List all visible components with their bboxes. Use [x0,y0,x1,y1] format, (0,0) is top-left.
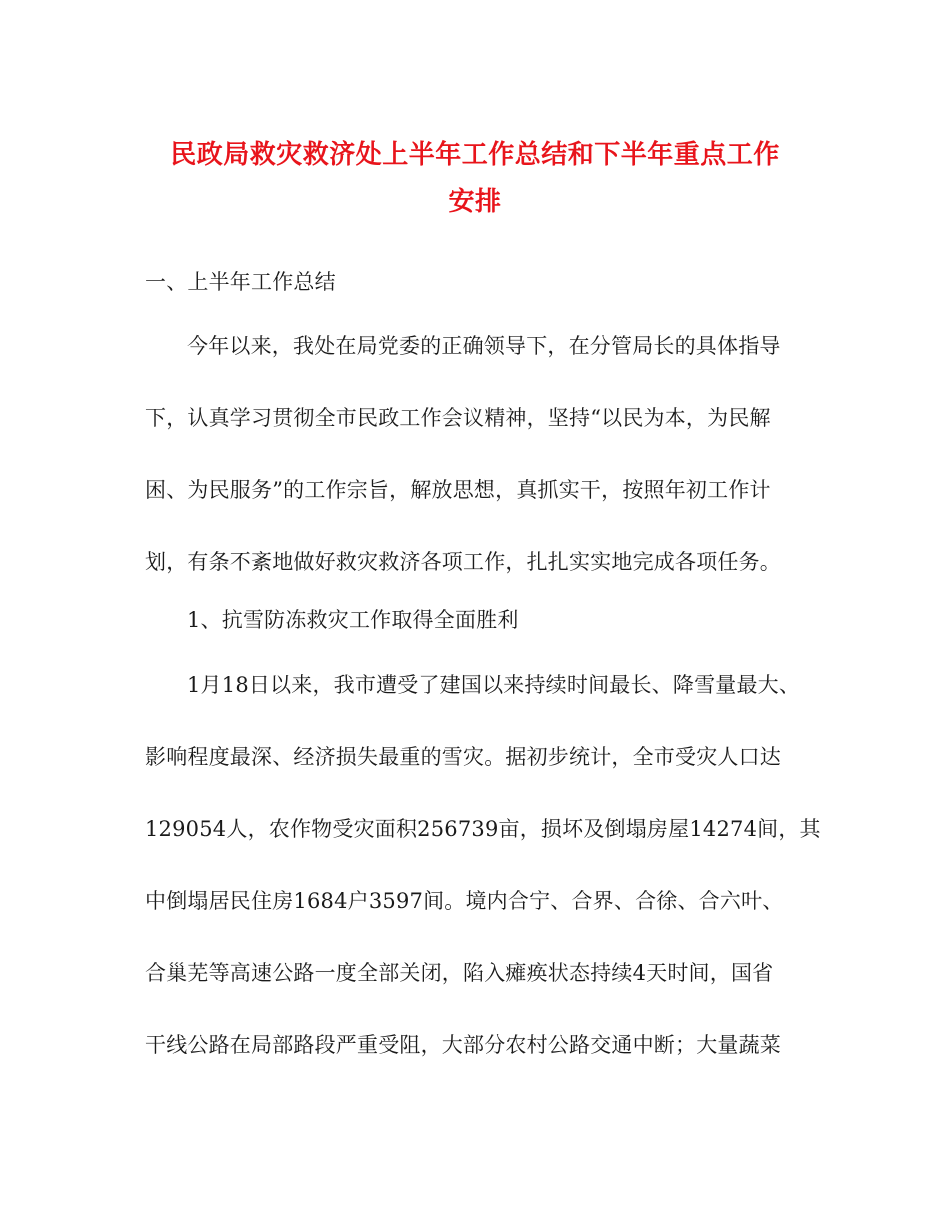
document-title-line2: 安排 [448,187,502,217]
section-heading: 一、上半年工作总结 [145,270,336,294]
paragraph2-line: 影响程度最深、经济损失最重的雪灾。据初步统计，全市受灾人口达 [145,745,781,769]
document-title-line1: 民政局救灾救济处上半年工作总结和下半年重点工作 [170,140,780,170]
paragraph2-line: 干线公路在局部路段严重受阻，大部分农村公路交通中断；大量蔬菜 [145,1033,781,1057]
paragraph1-line: 今年以来，我处在局党委的正确领导下，在分管局长的具体指导 [187,334,781,358]
paragraph1-line: 困、为民服务”的工作宗旨，解放思想，真抓实干，按照年初工作计 [145,478,771,502]
paragraph1-line: 下，认真学习贯彻全市民政工作会议精神，坚持“以民为本，为民解 [145,406,771,430]
paragraph2-line: 1月18日以来，我市遭受了建国以来持续时间最长、降雪量最大、 [187,673,801,697]
subheading: 1、抗雪防冻救灾工作取得全面胜利 [187,608,519,632]
paragraph2-line: 合巢芜等高速公路一度全部关闭，陷入瘫痪状态持续4天时间，国省 [145,961,774,985]
paragraph2-line: 中倒塌居民住房1684户3597间。境内合宁、合界、合徐、合六叶、 [145,889,784,913]
paragraph2-line: 129054人，农作物受灾面积256739亩，损坏及倒塌房屋14274间，其 [145,817,821,841]
paragraph1-line: 划，有条不紊地做好救灾救济各项工作，扎扎实实地完成各项任务。 [145,550,781,574]
